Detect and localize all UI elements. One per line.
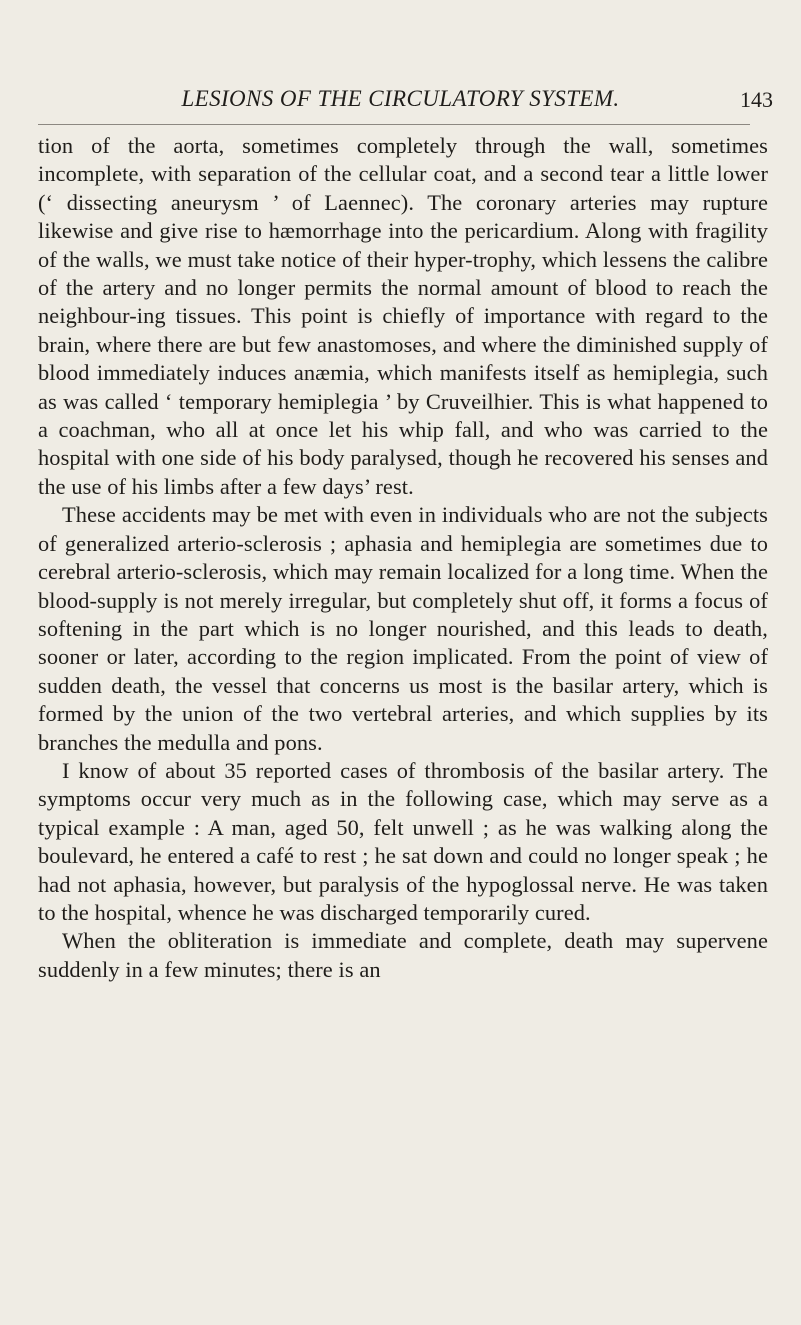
page-number: 143 xyxy=(740,87,773,112)
page-header xyxy=(0,86,801,116)
paragraph-4: When the obliteration is immediate and complete, death may supervene suddenly in a few minutes; there is an xyxy=(38,928,768,982)
paragraph-3: I know of about 35 reported cases of thrombosis of the basilar artery. The symptoms occur very much as in the following case, which may serve as a typical example : A man, aged 50, felt unwell ; as he was walking along the boulevard, he entered a café to rest ; he sat down and could no longer speak ; he had not aphasia, however, but paralysis of the hypoglossal nerve. He was taken to the hospital, whence he was discharged temporarily cured. xyxy=(38,757,768,925)
header-rule xyxy=(38,124,750,125)
paragraph-1: tion of the aorta, sometimes completely through the wall, sometimes incomplete, with separation of the cellular coat, and a second tear a little lower (‘ dissecting aneurysm ’ of Laennec). The coronary arteries may rupture likewise and give rise to hæmorrhage into the pericardium. Along with fragility of the walls, we must take notice of their hyper-trophy, which lessens the calibre of the artery and no longer permits the normal amount of blood to reach the neighbour-ing tissues. This point is chiefly of importance with regard to the brain, where there are but few anastomoses, and where the diminished supply of blood immediately induces anæmia, which manifests itself as hemiplegia, such as was called ‘ temporary hemiplegia ’ by Cruveilhier. This is what happened to a coachman, who all at once let his whip fall, and who was carried to the hospital with one side of his body paralysed, though he recovered his senses and the use of his limbs after a few days’ rest. xyxy=(38,133,768,499)
paragraph-2: These accidents may be met with even in individuals who are not the subjects of generalized arterio-sclerosis ; aphasia and hemiplegia are sometimes due to cerebral arterio-sclerosis, which may remain localized for a long time. When the blood-supply is not merely irregular, but completely shut off, it forms a focus of softening in the part which is no longer nourished, and this leads to death, sooner or later, according to the region implicated. From the point of view of sudden death, the vessel that concerns us most is the basilar artery, which is formed by the union of the two vertebral arteries, and which supplies by its branches the medulla and pons. xyxy=(38,502,768,755)
body-text xyxy=(38,132,768,984)
running-head: LESIONS OF THE CIRCULATORY SYSTEM. xyxy=(181,86,620,111)
